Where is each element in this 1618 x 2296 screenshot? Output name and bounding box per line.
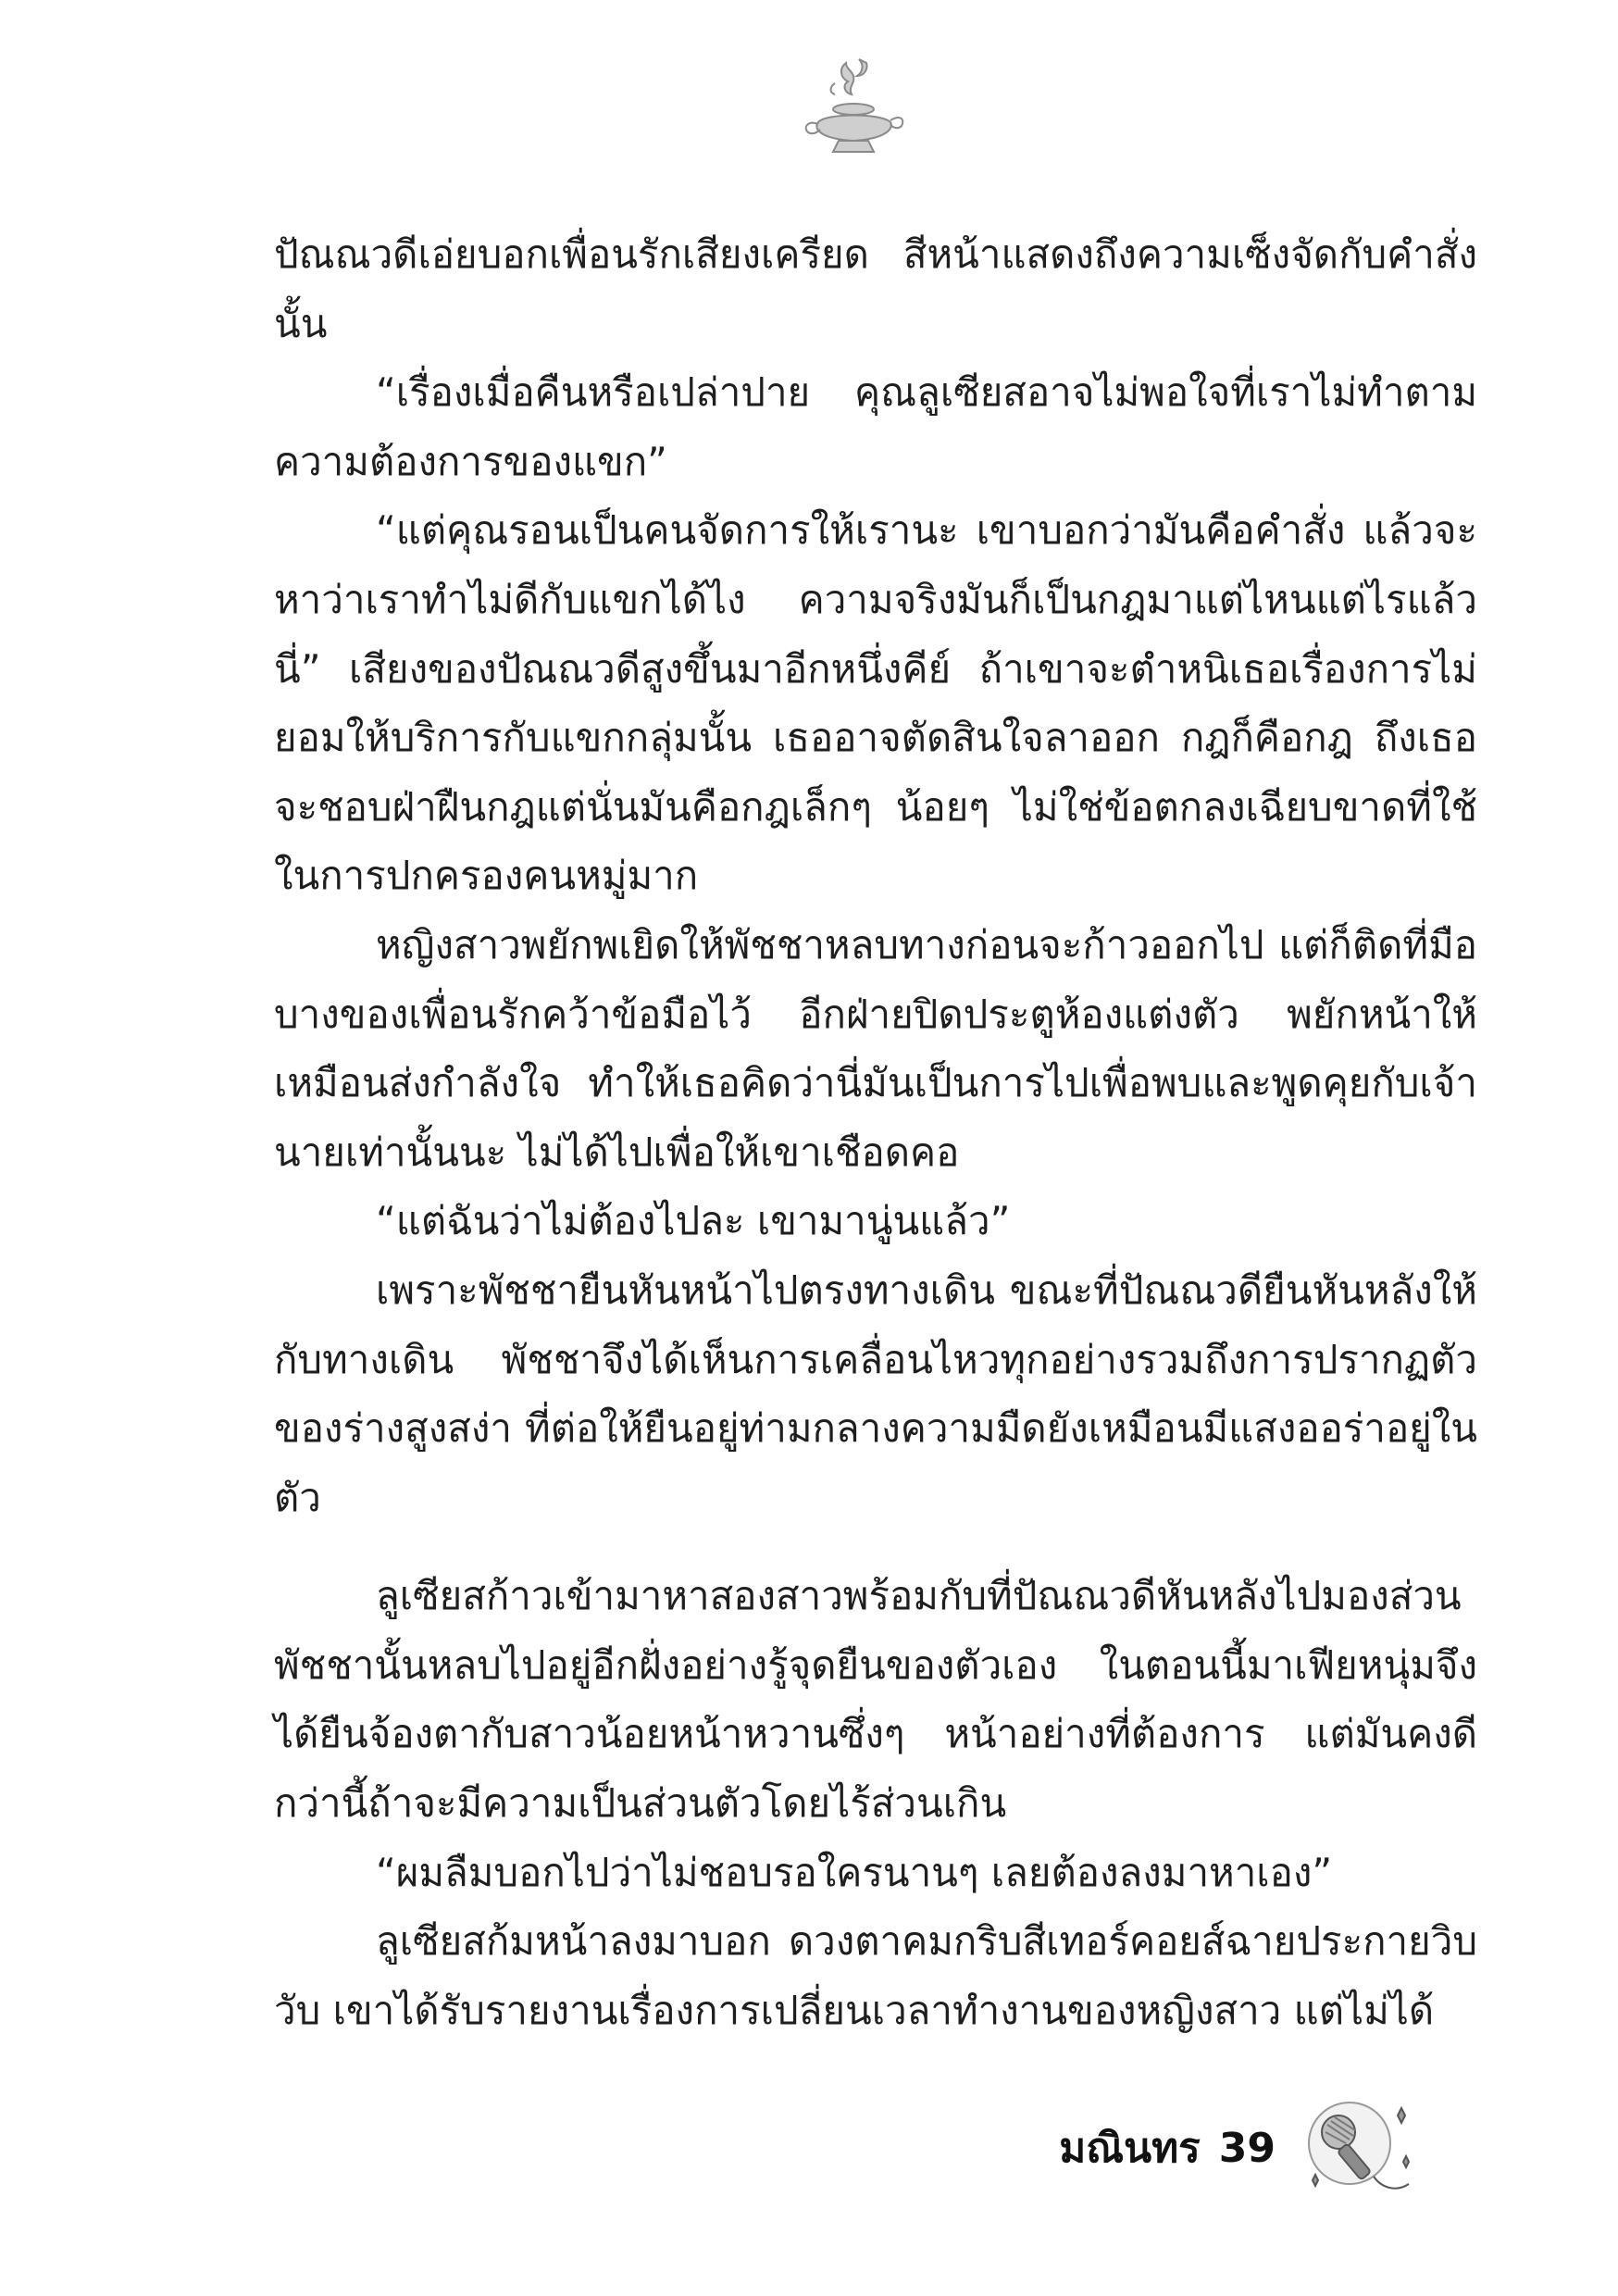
microphone-icon (1294, 2088, 1433, 2208)
paragraph-4: หญิงสาวพยักพเยิดให้พัชชาหลบทางก่อนจะก้าวออกไป แต่ก็ติดที่มือบางของเพื่อนรักคว้าข้อมือไว้ อีกฝ่ายปิดประตูห้องแต่งตัว พยักหน้าให้เหมือนส่งกำลังใจ ทำให้เธอคิดว่านี่มันเป็นการไปเพื่อพบและพูดคุยกับเจ้านายเท่านั้นนะ ไม่ได้ไปเพื่อให้เขาเชือดคอ (274, 921, 1477, 1175)
paragraph-5: “แต่ฉันว่าไม่ต้องไปละ เขามานู่นแล้ว” (376, 1198, 1011, 1244)
paragraph-2: “เรื่องเมื่อคืนหรือเปล่าปาย คุณลูเซียสอาจไม่พอใจที่เราไม่ทำตามความต้องการของแขก” (274, 369, 1477, 484)
paragraph-9: ลูเซียสก้มหน้าลงมาบอก ดวงตาคมกริบสีเทอร์คอยส์ฉายประกายวิบวับ เขาได้รับรายงานเรื่องการเปลี่ยนเวลาทำงานของหญิงสาว แต่ไม่ได้ (274, 1918, 1477, 2033)
page-number: 39 (1218, 2124, 1276, 2172)
paragraph-3: “แต่คุณรอนเป็นคนจัดการให้เรานะ เขาบอกว่ามันคือคำสั่ง แล้วจะหาว่าเราทำไม่ดีกับแขกได้ไง ความจริงมันก็เป็นกฎมาแต่ไหนแต่ไรแล้วนี่” เสียงของปัณณวดีสูงขึ้นมาอีกหนึ่งคีย์ ถ้าเขาจะตำหนิเธอเรื่องการไม่ยอมให้บริการกับแขกกลุ่มนั้น เธออาจตัดสินใจลาออก กฎก็คือกฎ ถึงเธอจะชอบฝ่าฝืนกฎแต่นั่นมันคือกฎเล็กๆ น้อยๆ ไม่ใช่ข้อตกลงเฉียบขาดที่ใช้ในการปกครองคนหมู่มาก (274, 507, 1477, 899)
page-body (274, 220, 1477, 2045)
author-name: มณินทร (1059, 2125, 1201, 2172)
page-footer (1059, 2088, 1433, 2208)
paragraph-7: ลูเซียสก้าวเข้ามาหาสองสาวพร้อมกับที่ปัณณวดีหันหลังไปมองส่วนพัชชานั้นหลบไปอยู่อีกฝั่งอย่างรู้จุดยืนของตัวเอง ในตอนนี้มาเฟียหนุ่มจึงได้ยืนจ้องตากับสาวน้อยหน้าหวานซึ่งๆ หน้าอย่างที่ต้องการ แต่มันคงดีกว่านี้ถ้าจะมีความเป็นส่วนตัวโดยไร้ส่วนเกิน (274, 1573, 1477, 1827)
paragraph-6: เพราะพัชชายืนหันหน้าไปตรงทางเดิน ขณะที่ปัณณวดียืนหันหลังให้กับทางเดิน พัชชาจึงได้เห็นการเคลื่อนไหวทุกอย่างรวมถึงการปรากฏตัวของร่างสูงสง่า ที่ต่อให้ยืนอยู่ท่ามกลางความมืดยังเหมือนมีแสงออร่าอยู่ในตัว (274, 1267, 1477, 1520)
genie-lamp-icon (798, 56, 909, 157)
paragraph-1: ปัณณวดีเอ่ยบอกเพื่อนรักเสียงเครียด สีหน้าแสดงถึงความเซ็งจัดกับคำสั่งนั้น (274, 231, 1477, 346)
paragraph-8: “ผมลืมบอกไปว่าไม่ชอบรอใครนานๆ เลยต้องลงมาหาเอง” (376, 1849, 1333, 1895)
